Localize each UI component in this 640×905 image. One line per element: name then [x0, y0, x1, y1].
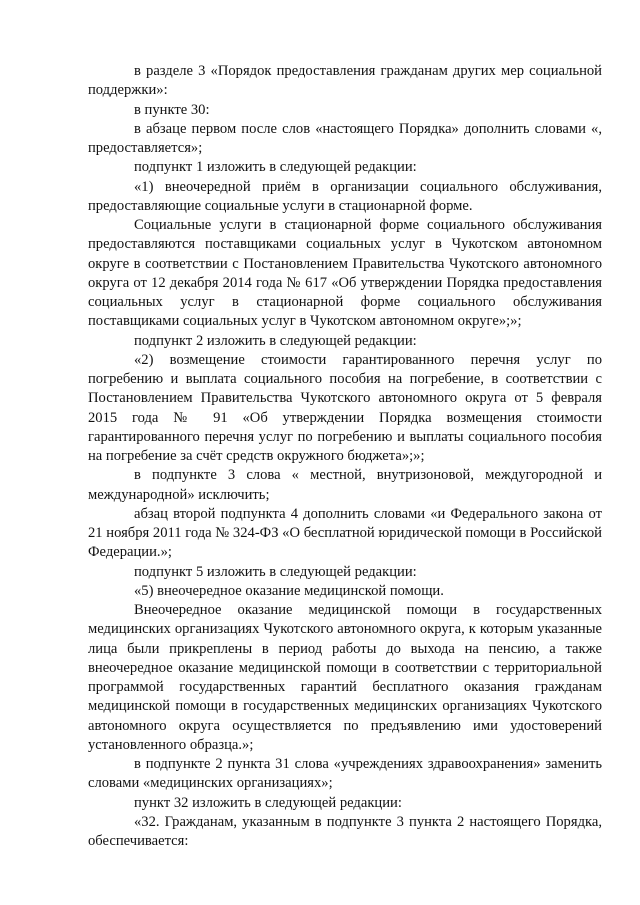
paragraph-point-32-text: «32. Гражданам, указанным в подпункте 3 пункта 2 настоящего Порядка, обеспечивается:: [88, 813, 602, 849]
paragraph-subpoint-1-intro: подпункт 1 изложить в следующей редакции:: [134, 159, 417, 176]
paragraph-subpoint-2-text: «2) возмещение стоимости гарантированного перечня услуг по погребению и выплата социального пособия на погребение, в соответствии с Постановлением Правительства Чукотского автономного округа от 5 февраля 2015 года № 91 «Об утверждении Порядка возмещения стоимости гарантированного перечня услуг по погребению и выплаты социального пособия на погребение за счёт средств окружного бюджета»;»;: [88, 351, 602, 464]
paragraph-point-30: в пункте 30:: [134, 101, 210, 118]
paragraph-point-31: в подпункте 2 пункта 31 слова «учреждениях здравоохранения» заменить словами «медицинских организациях»;: [88, 756, 602, 792]
paragraph-medical-help: Внеочередное оказание медицинской помощи в государственных медицинских организациях Чукотского автономного округа, к которым указанные лица были прикреплены в период работы до выхода на пенсию, а также внеочередное оказание медицинской помощи в соответствии с территориальной программой государственных гарантий бесплатного оказания гражданам медицинской помощи в государственных медицинских организациях Чукотского автономного округа осуществляется по предъявлению ими удостоверений установленного образца.»;: [88, 602, 602, 753]
paragraph-subpoint-5-intro: подпункт 5 изложить в следующей редакции:: [134, 563, 417, 580]
paragraph-section-3-heading: в разделе 3 «Порядок предоставления гражданам других мер социальной поддержки»:: [88, 63, 602, 99]
paragraph-subpoint-4: абзац второй подпункта 4 дополнить словами «и Федерального закона от 21 ноября 2011 года № 324-ФЗ «О бесплатной юридической помощи в Российской Федерации.»;: [88, 505, 602, 561]
paragraph-social-services: Социальные услуги в стационарной форме социального обслуживания предоставляются поставщиками социальных услуг в Чукотском автономном округе в соответствии с Постановлением Правительства Чукотского автономного округа от 12 декабря 2014 года № 617 «Об утверждении Порядка предоставления социальных услуг в стационарной форме социального обслуживания поставщиками социальных услуг в Чукотском автономном округе»;»;: [88, 217, 602, 330]
paragraph-subpoint-5-text: «5) внеочередное оказание медицинской помощи.: [134, 582, 444, 599]
paragraph-point-32-intro: пункт 32 изложить в следующей редакции:: [134, 794, 402, 811]
document-body: [88, 62, 602, 851]
paragraph-subpoint-2-intro: подпункт 2 изложить в следующей редакции:: [134, 332, 417, 349]
paragraph-subpoint-3: в подпункте 3 слова « местной, внутризоновой, междугородной и международной» исключить;: [88, 467, 602, 503]
paragraph-first-abzac: в абзаце первом после слов «настоящего Порядка» дополнить словами «, предоставляется»;: [88, 120, 602, 156]
paragraph-subpoint-1-text: «1) внеочередной приём в организации социального обслуживания, предоставляющие социальные услуги в стационарной форме.: [88, 178, 602, 214]
